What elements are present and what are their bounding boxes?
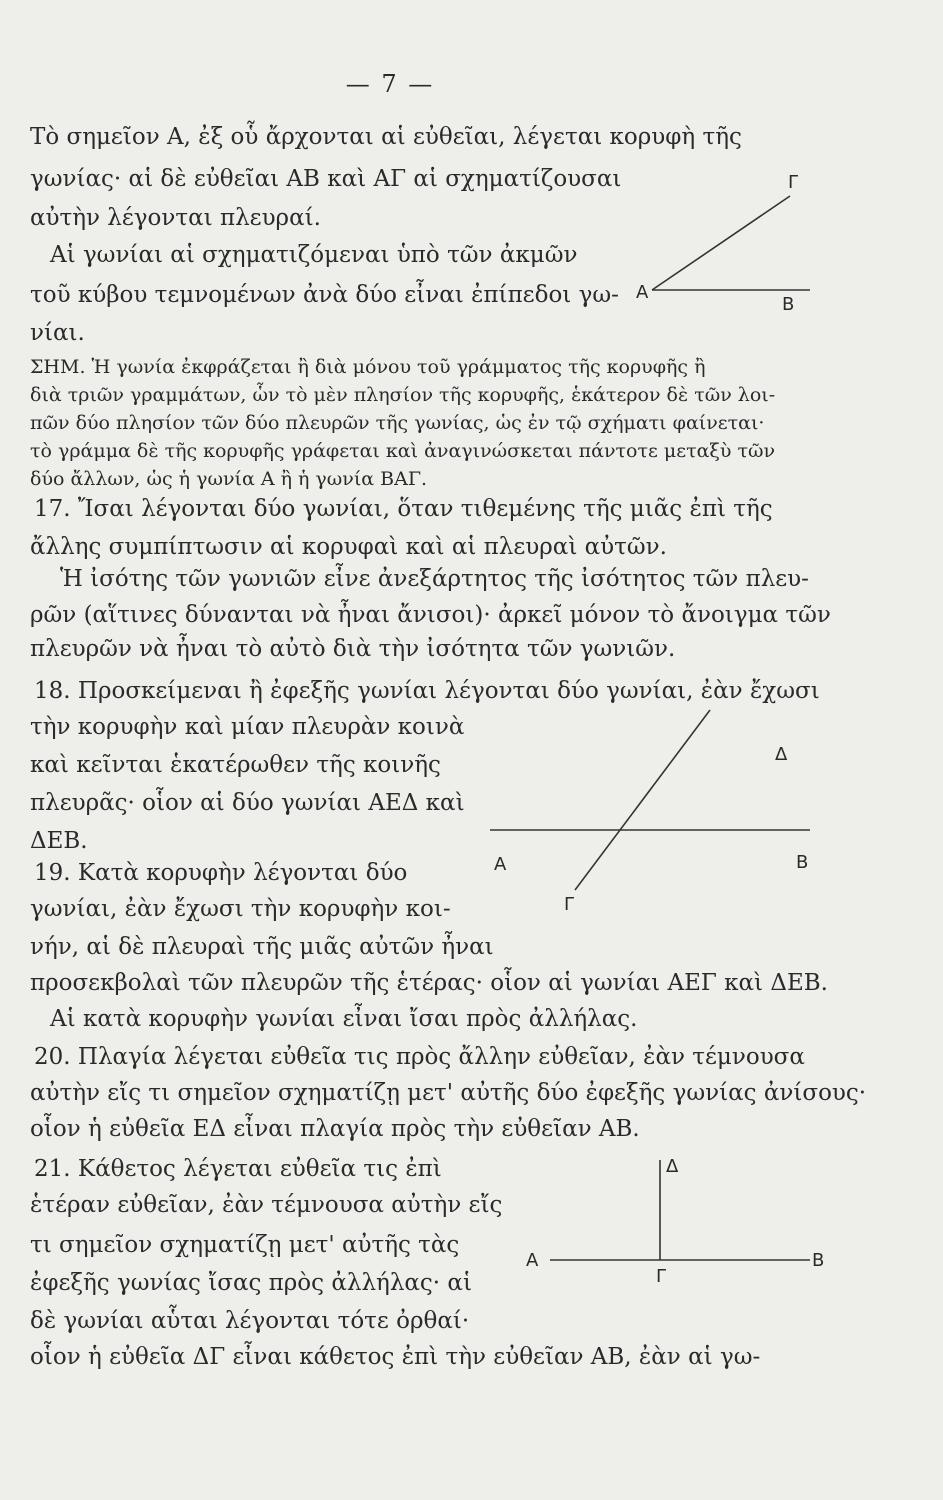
text-line: τι σημεῖον σχηματίζῃ μετ' αὐτῆς τὰς <box>30 1232 460 1258</box>
angle-figure <box>630 170 830 315</box>
text-line: Αἱ κατὰ κορυφὴν γωνίαι εἶναι ἴσαι πρὸς ἀλλήλας. <box>50 1006 638 1032</box>
text-line: προσεκβολαὶ τῶν πλευρῶν τῆς ἑτέρας· οἷον αἱ γωνίαι ΑΕΓ καὶ ΔΕΒ. <box>30 970 828 996</box>
label-b: Β <box>782 294 795 315</box>
perpendicular-figure <box>520 1150 830 1290</box>
text-line: γωνίας· αἱ δὲ εὐθεῖαι ΑΒ καὶ ΑΓ αἱ σχηματίζουσαι <box>30 166 622 192</box>
text-line: αὐτὴν λέγονται πλευραί. <box>30 205 321 231</box>
label-b: Β <box>796 852 809 873</box>
text-line: 19. Κατὰ κορυφὴν λέγονται δύο <box>34 860 408 886</box>
text-line: οἷον ἡ εὐθεῖα ΔΓ εἶναι κάθετος ἐπὶ τὴν εὐθεῖαν ΑΒ, ἐὰν αἱ γω- <box>30 1344 761 1370</box>
text-line: δὲ γωνίαι αὗται λέγονται τότε ὀρθαί· <box>30 1308 470 1334</box>
note-line: τὸ γράμμα δὲ τῆς κορυφῆς γράφεται καὶ ἀναγινώσκεται πάντοτε μεταξὺ τῶν <box>30 440 776 462</box>
text-line: 18. Προσκείμεναι ἢ ἐφεξῆς γωνίαι λέγονται δύο γωνίαι, ἐὰν ἔχωσι <box>34 678 820 704</box>
line-gd <box>575 710 710 890</box>
label-d: Δ <box>775 744 788 765</box>
label-a: Α <box>494 854 507 875</box>
text-line: 21. Κάθετος λέγεται εὐθεῖα τις ἐπὶ <box>34 1156 442 1182</box>
text-line: πλευρᾶς· οἷον αἱ δύο γωνίαι ΑΕΔ καὶ <box>30 790 465 816</box>
label-g: Γ <box>656 1266 667 1287</box>
text-line: ρῶν (αἵτινες δύνανται νὰ ἦναι ἄνισοι)· ἀρκεῖ μόνον τὸ ἄνοιγμα τῶν <box>30 602 831 628</box>
text-line: αὐτὴν εἴς τι σημεῖον σχηματίζῃ μετ' αὐτῆς δύο ἐφεξῆς γωνίας ἀνίσους· <box>30 1080 867 1106</box>
note-line: δύο ἄλλων, ὡς ἡ γωνία Α ἢ ἡ γωνία ΒΑΓ. <box>30 468 428 490</box>
text-line: Τὸ σημεῖον Α, ἐξ οὗ ἄρχονται αἱ εὐθεῖαι, λέγεται κορυφὴ τῆς <box>30 124 742 150</box>
text-line: Αἱ γωνίαι αἱ σχηματιζόμεναι ὑπὸ τῶν ἀκμῶν <box>50 242 578 268</box>
note-line: πῶν δύο πλησίον τῶν δύο πλευρῶν τῆς γωνίας, ὡς ἐν τῷ σχήματι φαίνεται· <box>30 412 765 434</box>
note-line: διὰ τριῶν γραμμάτων, ὧν τὸ μὲν πλησίον τῆς κορυφῆς, ἑκάτερον δὲ τῶν λοι- <box>30 384 776 406</box>
oblique-figure <box>480 700 820 910</box>
text-line: ἑτέραν εὐθεῖαν, ἐὰν τέμνουσα αὐτὴν εἴς <box>30 1192 503 1218</box>
text-line: τὴν κορυφὴν καὶ μίαν πλευρὰν κοινὰ <box>30 714 465 740</box>
text-line: Ἡ ἰσότης τῶν γωνιῶν εἶνε ἀνεξάρτητος τῆς ἰσότητος τῶν πλευ- <box>60 566 809 592</box>
text-line: ἐφεξῆς γωνίας ἴσας πρὸς ἀλλήλας· αἱ <box>30 1270 472 1296</box>
text-line: νήν, αἱ δὲ πλευραὶ τῆς μιᾶς αὐτῶν ἦναι <box>30 934 494 960</box>
label-a: Α <box>526 1250 539 1271</box>
text-line: καὶ κεῖνται ἑκατέρωθεν τῆς κοινῆς <box>30 752 441 778</box>
label-a: Α <box>636 282 649 303</box>
text-line: 17. Ἴσαι λέγονται δύο γωνίαι, ὅταν τιθεμένης τῆς μιᾶς ἐπὶ τῆς <box>34 496 773 522</box>
text-line: ΔΕΒ. <box>30 828 88 854</box>
label-b: Β <box>812 1250 825 1271</box>
text-line: οἷον ἡ εὐθεῖα ΕΔ εἶναι πλαγία πρὸς τὴν εὐθεῖαν ΑΒ. <box>30 1116 640 1142</box>
text-line: 20. Πλαγία λέγεται εὐθεῖα τις πρὸς ἄλλην εὐθεῖαν, ἐὰν τέμνουσα <box>34 1044 805 1070</box>
label-d: Δ <box>666 1156 679 1177</box>
side-ag <box>652 196 790 290</box>
label-g: Γ <box>564 894 575 910</box>
text-line: ἄλλης συμπίπτωσιν αἱ κορυφαὶ καὶ αἱ πλευραὶ αὐτῶν. <box>30 534 667 560</box>
text-line: νίαι. <box>30 320 85 346</box>
text-line: τοῦ κύβου τεμνομένων ἀνὰ δύο εἶναι ἐπίπεδοι γω- <box>30 282 619 308</box>
label-g: Γ <box>788 172 799 193</box>
page-number: — 7 — <box>345 70 435 98</box>
text-line: πλευρῶν νὰ ἦναι τὸ αὐτὸ διὰ τὴν ἰσότητα τῶν γωνιῶν. <box>30 636 676 662</box>
text-line: γωνίαι, ἐὰν ἔχωσι τὴν κορυφὴν κοι- <box>30 896 451 922</box>
note-line: ΣΗΜ. Ἡ γωνία ἐκφράζεται ἢ διὰ μόνου τοῦ γράμματος τῆς κορυφῆς ἢ <box>30 356 706 378</box>
